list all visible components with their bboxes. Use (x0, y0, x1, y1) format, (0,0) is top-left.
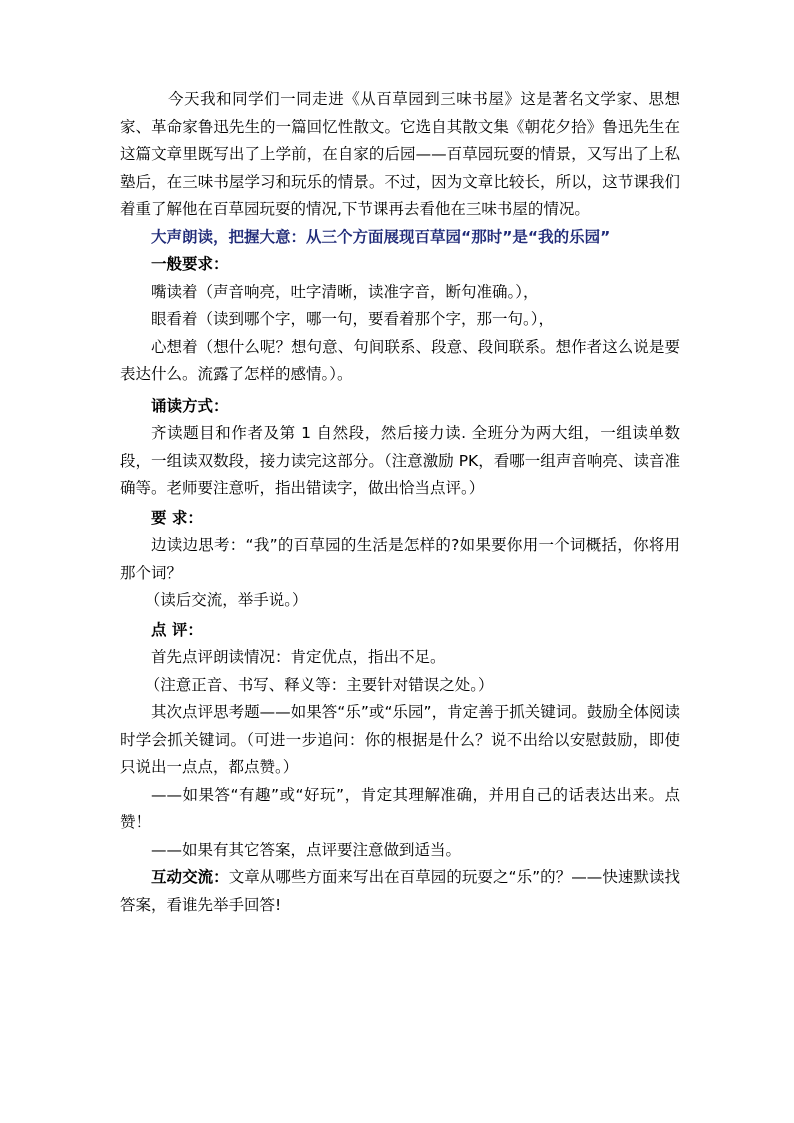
comment-fourth: ——如果有其它答案，点评要注意做到适当。 (151, 840, 462, 859)
interaction-label: 互动交流： (151, 868, 229, 886)
comment-third: ——如果答“有趣”或“好玩”，肯定其理解准确，并用自己的话表达出来。点赞！ (120, 785, 680, 831)
section-title: 大声朗读，把握大意：从三个方面展现百草园“那时”是“我的乐园” (151, 227, 611, 246)
comment-second: 其次点评思考题——如果答“乐”或“乐园”，肯定善于抓关键词。鼓励全体阅读时学会抓关键词。（可进一步追问：你的根据是什么？说不出给以安慰鼓励，即使只说出一点点，都点赞。） (120, 703, 680, 776)
requirement-text: 边读边思考：“我”的百草园的生活是怎样的?如果要你用一个词概括，你将用那个词？ (120, 536, 680, 582)
comment-title: 点 评： (151, 620, 203, 639)
interaction-text: 文章从哪些方面来写出在百草园的玩耍之“乐”的？——快速默读找答案，看谁先举手回答! (120, 868, 680, 914)
requirement-heart: 心想着（想什么呢？想句意、句间联系、段意、段间联系。想作者这么说是要表达什么。流露了怎样的感情。）。 (120, 337, 680, 383)
requirement-note: （读后交流，举手说。） (144, 591, 308, 609)
intro-paragraph: 今天我和同学们一同走进《从百草园到三味书屋》这是著名文学家、思想家、革命家鲁迅先生的一篇回忆性散文。它选自其散文集《朝花夕拾》鲁迅先生在这篇文章里既写出了上学前，在自家的后园——百草园玩耍的情景，又写出了上私塾后，在三味书屋学习和玩乐的情景。不过，因为文章比较长，所以，这节课我们着重了解他在百草园玩耍的情况,下节课再去看他在三味书屋的情况。 (120, 90, 680, 218)
interaction-paragraph (120, 864, 680, 919)
requirement-eyes: 眼看着（读到哪个字，哪一句，要看着那个字，那一句。）， (151, 310, 555, 328)
requirement-title: 要 求： (151, 508, 203, 527)
general-requirements-title: 一般要求： (151, 255, 229, 273)
requirement-mouth: 嘴读着（声音响亮，吐字清晰，读准字音，断句准确。）， (151, 282, 539, 301)
reading-mode-title: 诵读方式： (151, 396, 229, 415)
document-page (120, 86, 680, 919)
comment-first: 首先点评朗读情况：肯定优点，指出不足。 (151, 648, 446, 666)
comment-first-note: （注意正音、书写、释义等：主要针对错误之处。） (144, 675, 494, 694)
reading-mode-text: 齐读题目和作者及第 1 自然段，然后接力读. 全班分为两大组，一组读单数段，一组读双数段，接力读完这部分。（注意激励 PK，看哪一组声音响亮、读音准确等。老师要注意听，指出错读字，做出恰当点评。） (120, 424, 680, 497)
